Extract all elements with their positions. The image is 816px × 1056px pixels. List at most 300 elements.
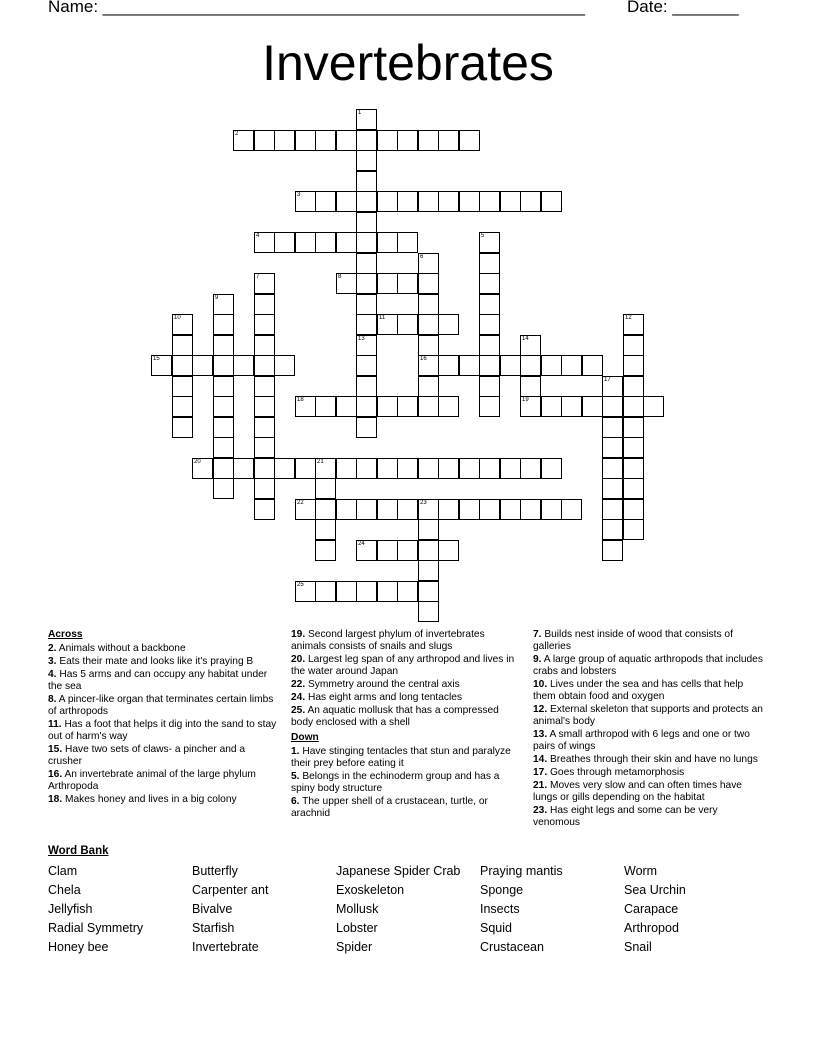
clue-number: 14 [522, 336, 529, 342]
crossword-cell[interactable] [623, 478, 644, 499]
crossword-cell[interactable] [418, 314, 439, 335]
clue-number: 1 [358, 110, 362, 116]
clue-text: Makes honey and lives in a big colony [62, 794, 237, 805]
crossword-cell[interactable] [315, 540, 336, 561]
crossword-cell[interactable] [356, 417, 377, 438]
crossword-cell[interactable] [213, 417, 234, 438]
crossword-cell[interactable] [623, 335, 644, 356]
date-field-label[interactable]: Date: _______ [627, 0, 739, 16]
crossword-cell[interactable] [213, 376, 234, 397]
crossword-cell[interactable] [438, 191, 459, 212]
crossword-cell[interactable] [602, 478, 623, 499]
clue-number: 20. [291, 654, 306, 665]
clue-number: 3 [297, 192, 301, 198]
crossword-cell[interactable] [254, 458, 275, 479]
clue-number: 15. [48, 744, 63, 755]
word-bank-item: Jellyfish [48, 902, 93, 916]
crossword-cell[interactable] [356, 191, 377, 212]
crossword-cell[interactable] [213, 396, 234, 417]
crossword-cell[interactable] [274, 355, 295, 376]
crossword-cell[interactable] [356, 581, 377, 602]
crossword-cell[interactable] [397, 273, 418, 294]
crossword-cell[interactable] [602, 396, 623, 417]
word-bank-item: Starfish [192, 921, 235, 935]
crossword-cell[interactable] [479, 396, 500, 417]
crossword-cell[interactable] [602, 519, 623, 540]
clue-number: 21 [317, 459, 324, 465]
crossword-cell[interactable] [418, 191, 439, 212]
clue-number: 23. [533, 805, 548, 816]
clue-text: A small arthropod with 6 legs and one or two pairs of wings [533, 729, 750, 752]
crossword-cell[interactable] [479, 273, 500, 294]
across-heading: Across [48, 629, 83, 640]
word-bank-item: Carapace [624, 902, 679, 916]
clue-text: Second largest phylum of invertebrates animals consists of snails and slugs [291, 629, 485, 652]
down-clue [533, 780, 763, 804]
word-bank-item: Clam [48, 864, 78, 878]
crossword-cell[interactable] [418, 253, 439, 274]
across-clue [48, 769, 278, 793]
name-field-label[interactable]: Name: ___________________________________________________ [48, 0, 585, 16]
crossword-cell[interactable] [213, 478, 234, 499]
crossword-cell[interactable] [643, 396, 664, 417]
crossword-cell[interactable] [602, 540, 623, 561]
crossword-cell[interactable] [315, 458, 336, 479]
clue-number: 13. [533, 729, 548, 740]
word-bank-item: Crustacean [480, 940, 544, 954]
crossword-cell[interactable] [356, 396, 377, 417]
clue-number: 9. [533, 654, 542, 665]
clue-number: 8 [338, 274, 342, 280]
crossword-cell[interactable] [623, 437, 644, 458]
crossword-cell[interactable] [500, 458, 521, 479]
clue-number: 7. [533, 629, 542, 640]
crossword-cell[interactable] [479, 355, 500, 376]
crossword-cell[interactable] [356, 335, 377, 356]
word-bank-item: Radial Symmetry [48, 921, 144, 935]
crossword-cell[interactable] [479, 191, 500, 212]
clue-text: Lives under the sea and has cells that help them obtain food and oxygen [533, 679, 744, 702]
word-bank-item: Carpenter ant [192, 883, 269, 897]
crossword-cell[interactable] [274, 232, 295, 253]
clue-number: 20 [194, 459, 201, 465]
crossword-cell[interactable] [418, 130, 439, 151]
crossword-cell[interactable] [356, 376, 377, 397]
crossword-cell[interactable] [561, 396, 582, 417]
crossword-cell[interactable] [623, 417, 644, 438]
word-bank-item: Japanese Spider Crab [336, 864, 461, 878]
crossword-cell[interactable] [254, 232, 275, 253]
crossword-cell[interactable] [541, 191, 562, 212]
crossword-cell[interactable] [356, 294, 377, 315]
crossword-cell[interactable] [602, 376, 623, 397]
across-clue [291, 692, 521, 704]
crossword-cell[interactable] [377, 232, 398, 253]
clue-text: A pincer-like organ that terminates certain limbs of arthropods [48, 694, 274, 717]
clue-text: Animals without a backbone [56, 643, 186, 654]
clue-text: Have two sets of claws- a pincher and a crusher [48, 744, 246, 767]
crossword-cell[interactable] [397, 499, 418, 520]
clue-number: 6 [420, 254, 424, 260]
clue-number: 22 [297, 500, 304, 506]
clue-text: A large group of aquatic arthropods that includes crabs and lobsters [533, 654, 763, 677]
crossword-cell[interactable] [520, 191, 541, 212]
word-bank-item: Praying mantis [480, 864, 563, 878]
crossword-cell[interactable] [397, 314, 418, 335]
crossword-cell[interactable] [254, 314, 275, 335]
crossword-cell[interactable] [520, 396, 541, 417]
crossword-cell[interactable] [397, 581, 418, 602]
crossword-cell[interactable] [315, 478, 336, 499]
crossword-cell[interactable] [254, 273, 275, 294]
word-bank-item: Insects [480, 902, 520, 916]
clue-number: 21. [533, 780, 548, 791]
word-bank-item: Snail [624, 940, 652, 954]
crossword-cell[interactable] [172, 417, 193, 438]
crossword-cell[interactable] [192, 355, 213, 376]
clue-text: Belongs in the echinoderm group and has a spiny body structure [291, 771, 500, 794]
word-bank-item: Worm [624, 864, 658, 878]
down-clue [291, 771, 521, 795]
crossword-cell[interactable] [541, 396, 562, 417]
crossword-cell[interactable] [418, 499, 439, 520]
crossword-cell[interactable] [336, 273, 357, 294]
crossword-cell[interactable] [479, 232, 500, 253]
clue-text: Eats their mate and looks like it's praying B [56, 656, 254, 667]
crossword-cell[interactable] [233, 130, 254, 151]
crossword-cell[interactable] [356, 212, 377, 233]
crossword-cell[interactable] [541, 355, 562, 376]
crossword-cell[interactable] [438, 130, 459, 151]
word-bank-item: Spider [336, 940, 373, 954]
clue-number: 18. [48, 794, 63, 805]
across-clue [48, 656, 278, 668]
crossword-cell[interactable] [213, 314, 234, 335]
down-clue [533, 704, 763, 728]
crossword-cell[interactable] [356, 314, 377, 335]
clue-text: Moves very slow and can often times have lungs or gills depending on the habitat [533, 780, 742, 803]
clue-text: Has 5 arms and can occupy any habitat under the sea [48, 669, 268, 692]
crossword-cell[interactable] [418, 458, 439, 479]
clue-number: 17. [533, 767, 548, 778]
crossword-cell[interactable] [397, 458, 418, 479]
clue-text: Goes through metamorphosis [547, 767, 685, 778]
crossword-cell[interactable] [315, 396, 336, 417]
crossword-cell[interactable] [356, 150, 377, 171]
crossword-cell[interactable] [336, 130, 357, 151]
crossword-cell[interactable] [356, 253, 377, 274]
crossword-cell[interactable] [336, 458, 357, 479]
crossword-cell[interactable] [602, 437, 623, 458]
crossword-cell[interactable] [418, 560, 439, 581]
clue-number: 24 [358, 541, 365, 547]
across-clue [48, 744, 278, 768]
crossword-cell[interactable] [315, 130, 336, 151]
crossword-cell[interactable] [377, 273, 398, 294]
clue-number: 14. [533, 754, 548, 765]
clue-number: 16. [48, 769, 63, 780]
crossword-cell[interactable] [520, 355, 541, 376]
clue-number: 5. [291, 771, 300, 782]
word-bank-item: Arthropod [624, 921, 679, 935]
crossword-cell[interactable] [356, 232, 377, 253]
clue-text: Has eight legs and some can be very venomous [533, 805, 718, 828]
clue-number: 4. [48, 669, 57, 680]
crossword-cell[interactable] [438, 314, 459, 335]
crossword-cell[interactable] [254, 355, 275, 376]
across-clue [291, 629, 521, 653]
crossword-cell[interactable] [356, 171, 377, 192]
crossword-cell[interactable] [377, 314, 398, 335]
word-bank-item: Squid [480, 921, 512, 935]
crossword-cell[interactable] [356, 540, 377, 561]
crossword-cell[interactable] [623, 376, 644, 397]
crossword-cell[interactable] [623, 314, 644, 335]
across-clue [48, 794, 278, 806]
crossword-cell[interactable] [418, 376, 439, 397]
crossword-cell[interactable] [623, 519, 644, 540]
crossword-cell[interactable] [500, 499, 521, 520]
crossword-cell[interactable] [336, 581, 357, 602]
crossword-cell[interactable] [500, 355, 521, 376]
crossword-cell[interactable] [172, 355, 193, 376]
crossword-cell[interactable] [315, 232, 336, 253]
crossword-cell[interactable] [336, 232, 357, 253]
crossword-cell[interactable] [356, 273, 377, 294]
crossword-cell[interactable] [254, 417, 275, 438]
crossword-cell[interactable] [295, 581, 316, 602]
down-clue [533, 679, 763, 703]
clues-column-2 [291, 629, 521, 821]
crossword-cell[interactable] [418, 601, 439, 622]
clue-text: An invertebrate animal of the large phylum Arthropoda [48, 769, 256, 792]
crossword-cell[interactable] [377, 499, 398, 520]
crossword-cell[interactable] [418, 519, 439, 540]
clue-number: 15 [153, 356, 160, 362]
crossword-cell[interactable] [377, 130, 398, 151]
clues-column-3 [533, 629, 763, 830]
down-clue [533, 729, 763, 753]
clue-number: 2 [235, 131, 239, 137]
clue-number: 11 [379, 315, 386, 321]
crossword-cell[interactable] [356, 499, 377, 520]
crossword-cell[interactable] [151, 355, 172, 376]
clue-number: 6. [291, 796, 300, 807]
clue-text: Largest leg span of any arthropod and lives in the water around Japan [291, 654, 515, 677]
clue-text: Has eight arms and long tentacles [305, 692, 463, 703]
crossword-cell[interactable] [356, 355, 377, 376]
clue-number: 5 [481, 233, 485, 239]
crossword-cell[interactable] [623, 499, 644, 520]
crossword-cell[interactable] [623, 458, 644, 479]
crossword-cell[interactable] [213, 355, 234, 376]
across-clue [291, 654, 521, 678]
word-bank-item: Honey bee [48, 940, 109, 954]
crossword-cell[interactable] [295, 232, 316, 253]
crossword-cell[interactable] [418, 396, 439, 417]
crossword-cell[interactable] [520, 376, 541, 397]
clue-number: 7 [256, 274, 260, 280]
crossword-cell[interactable] [438, 355, 459, 376]
crossword-cell[interactable] [418, 355, 439, 376]
crossword-cell[interactable] [356, 458, 377, 479]
crossword-cell[interactable] [397, 232, 418, 253]
crossword-cell[interactable] [623, 355, 644, 376]
clue-number: 10. [533, 679, 548, 690]
crossword-cell[interactable] [520, 335, 541, 356]
clue-number: 18 [297, 397, 304, 403]
crossword-cell[interactable] [418, 335, 439, 356]
crossword-cell[interactable] [561, 499, 582, 520]
crossword-cell[interactable] [377, 191, 398, 212]
crossword-cell[interactable] [479, 458, 500, 479]
clue-text: The upper shell of a crustacean, turtle, or arachnid [291, 796, 488, 819]
down-heading: Down [291, 732, 319, 743]
clue-number: 13 [358, 336, 365, 342]
crossword-cell[interactable] [500, 191, 521, 212]
word-bank-heading: Word Bank [48, 845, 109, 857]
crossword-cell[interactable] [418, 273, 439, 294]
crossword-cell[interactable] [254, 499, 275, 520]
down-clue [533, 767, 763, 779]
crossword-cell[interactable] [459, 355, 480, 376]
crossword-cell[interactable] [459, 130, 480, 151]
clue-number: 24. [291, 692, 306, 703]
word-bank-item: Bivalve [192, 902, 233, 916]
crossword-cell[interactable] [438, 499, 459, 520]
crossword-cell[interactable] [213, 437, 234, 458]
crossword-cell[interactable] [479, 314, 500, 335]
crossword-cell[interactable] [295, 191, 316, 212]
crossword-cell[interactable] [274, 130, 295, 151]
crossword-cell[interactable] [295, 499, 316, 520]
down-clue [291, 796, 521, 820]
clue-number: 4 [256, 233, 260, 239]
crossword-cell[interactable] [438, 458, 459, 479]
page-title: Invertebrates [262, 35, 554, 91]
crossword-cell[interactable] [254, 437, 275, 458]
crossword-cell[interactable] [192, 458, 213, 479]
crossword-cell[interactable] [623, 396, 644, 417]
word-bank-item: Invertebrate [192, 940, 259, 954]
clue-text: Symmetry around the central axis [305, 679, 460, 690]
crossword-cell[interactable] [336, 396, 357, 417]
crossword-cell[interactable] [172, 314, 193, 335]
crossword-cell[interactable] [213, 335, 234, 356]
crossword-cell[interactable] [397, 191, 418, 212]
across-clue [291, 705, 521, 729]
crossword-cell[interactable] [295, 396, 316, 417]
crossword-cell[interactable] [377, 396, 398, 417]
crossword-cell[interactable] [315, 581, 336, 602]
crossword-cell[interactable] [438, 540, 459, 561]
crossword-cell[interactable] [315, 191, 336, 212]
crossword-cell[interactable] [233, 458, 254, 479]
crossword-cell[interactable] [479, 499, 500, 520]
crossword-cell[interactable] [418, 581, 439, 602]
clue-number: 11. [48, 719, 62, 730]
crossword-cell[interactable] [602, 499, 623, 520]
crossword-cell[interactable] [561, 355, 582, 376]
crossword-cell[interactable] [541, 499, 562, 520]
crossword-cell[interactable] [254, 478, 275, 499]
across-clue [48, 694, 278, 718]
crossword-cell[interactable] [295, 130, 316, 151]
crossword-cell[interactable] [172, 376, 193, 397]
crossword-cell[interactable] [459, 191, 480, 212]
crossword-cell[interactable] [438, 396, 459, 417]
crossword-cell[interactable] [602, 417, 623, 438]
across-clue [48, 643, 278, 655]
crossword-cell[interactable] [377, 458, 398, 479]
crossword-cell[interactable] [254, 376, 275, 397]
crossword-cell[interactable] [602, 458, 623, 479]
crossword-cell[interactable] [397, 540, 418, 561]
clue-number: 12. [533, 704, 548, 715]
clue-number: 23 [420, 500, 427, 506]
clue-text: Have stinging tentacles that stun and paralyze their prey before eating it [291, 746, 511, 769]
crossword-cell[interactable] [479, 335, 500, 356]
crossword-cell[interactable] [520, 499, 541, 520]
crossword-cell[interactable] [274, 458, 295, 479]
crossword-cell[interactable] [377, 540, 398, 561]
crossword-cell[interactable] [356, 130, 377, 151]
crossword-cell[interactable] [459, 499, 480, 520]
down-clue [533, 629, 763, 653]
crossword-cell[interactable] [295, 458, 316, 479]
crossword-cell[interactable] [397, 396, 418, 417]
crossword-cell[interactable] [172, 396, 193, 417]
crossword-cell[interactable] [541, 458, 562, 479]
crossword-cell[interactable] [213, 294, 234, 315]
crossword-cell[interactable] [479, 294, 500, 315]
crossword-cell[interactable] [479, 253, 500, 274]
clue-text: Breathes through their skin and have no lungs [547, 754, 758, 765]
crossword-cell[interactable] [315, 519, 336, 540]
word-bank-item: Sponge [480, 883, 524, 897]
word-bank-item: Exoskeleton [336, 883, 405, 897]
clue-number: 8. [48, 694, 57, 705]
down-clue [533, 754, 763, 766]
crossword-cell[interactable] [233, 355, 254, 376]
crossword-cell[interactable] [254, 335, 275, 356]
clue-number: 19 [522, 397, 529, 403]
crossword-cell[interactable] [254, 130, 275, 151]
word-bank-item: Sea Urchin [624, 883, 686, 897]
crossword-cell[interactable] [520, 458, 541, 479]
crossword-cell[interactable] [418, 540, 439, 561]
clue-number: 22. [291, 679, 306, 690]
crossword-cell[interactable] [336, 191, 357, 212]
crossword-cell[interactable] [479, 376, 500, 397]
crossword-cell[interactable] [213, 458, 234, 479]
crossword-cell[interactable] [397, 130, 418, 151]
crossword-cell[interactable] [254, 294, 275, 315]
crossword-cell[interactable] [459, 458, 480, 479]
crossword-cell[interactable] [315, 499, 336, 520]
crossword-cell[interactable] [418, 294, 439, 315]
crossword-cell[interactable] [582, 355, 603, 376]
word-bank-item: Chela [48, 883, 81, 897]
crossword-cell[interactable] [254, 396, 275, 417]
crossword-cell[interactable] [377, 581, 398, 602]
clue-text: External skeleton that supports and protects an animal's body [533, 704, 763, 727]
crossword-cell[interactable] [356, 109, 377, 130]
crossword-cell[interactable] [172, 335, 193, 356]
crossword-cell[interactable] [582, 396, 603, 417]
crossword-cell[interactable] [336, 499, 357, 520]
word-bank-item: Mollusk [336, 902, 379, 916]
